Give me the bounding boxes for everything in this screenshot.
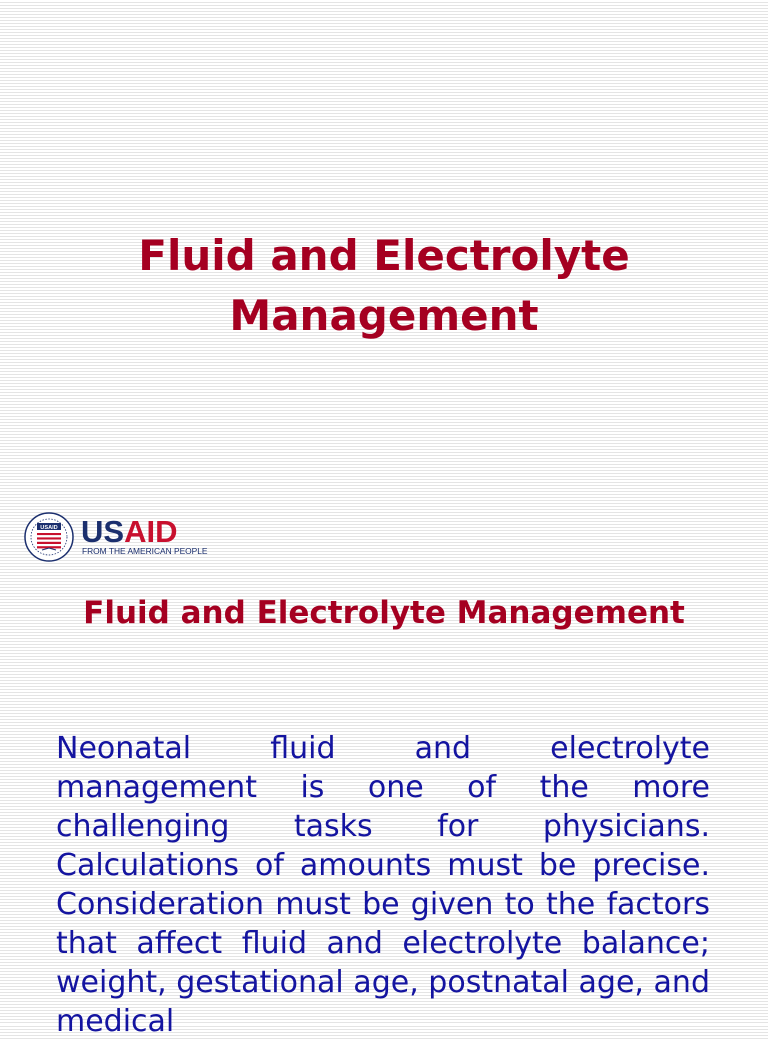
usaid-wordmark <box>81 516 177 548</box>
body-paragraph: Neonatal fluid and electrolyte management is one of the more challenging tasks for physicians. Calculations of amounts must be precise. Consideration must be given to the factors that affect fluid and electrolyte balance; weight, gestational age, postnatal age, and medical <box>56 731 710 1039</box>
logo-word-us: US <box>81 514 125 549</box>
logo-tagline: FROM THE AMERICAN PEOPLE <box>82 546 208 556</box>
logo-word-aid: AID <box>124 514 178 549</box>
usaid-seal-icon <box>24 512 74 562</box>
usaid-logo <box>24 512 208 562</box>
slide-title: Fluid and Electrolyte Management <box>138 231 630 340</box>
section-heading: Fluid and Electrolyte Management <box>83 595 685 631</box>
svg-text:USAID: USAID <box>40 524 58 531</box>
